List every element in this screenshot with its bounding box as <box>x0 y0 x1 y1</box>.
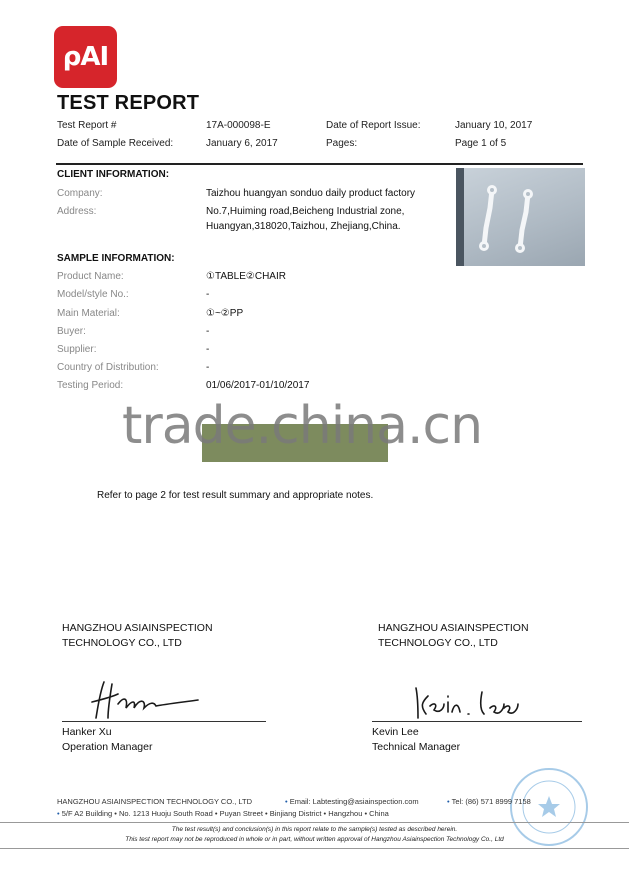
signature-kevin-lee <box>410 684 525 722</box>
signatory-2-company-line-2: TECHNOLOGY CO., LTD <box>378 637 498 649</box>
company-label: Company: <box>57 188 103 199</box>
testing-period-value: 01/06/2017-01/10/2017 <box>206 380 310 391</box>
model-value: - <box>206 289 210 300</box>
company-stamp <box>510 768 588 846</box>
model-label: Model/style No.: <box>57 289 129 300</box>
page-title: TEST REPORT <box>57 92 200 114</box>
footer-tel <box>447 797 531 806</box>
material-label: Main Material: <box>57 308 120 319</box>
refer-note: Refer to page 2 for test result summary and appropriate notes. <box>97 490 374 501</box>
product-photo <box>456 168 585 266</box>
supplier-value: - <box>206 344 210 355</box>
signature-hanker <box>88 678 208 722</box>
signatory-1-name: Hanker Xu <box>62 726 112 738</box>
signature-line-2 <box>372 721 582 722</box>
signature-line-1 <box>62 721 266 722</box>
signatory-2-block <box>372 725 460 755</box>
report-no-label: Test Report # <box>57 120 117 131</box>
bottom-divider <box>0 848 629 849</box>
country-value: - <box>206 362 210 373</box>
report-no-value: 17A-000098-E <box>206 120 271 131</box>
address-line-2: Huangyan,318020,Taizhou, Zhejiang,China. <box>206 221 401 232</box>
pages-label: Pages: <box>326 138 358 149</box>
issue-date-value: January 10, 2017 <box>455 120 533 131</box>
disclaimer-line-2: This test report may not be reproduced in whole or in part, without written approval of Hangzhou Asiainspection Technology Co., Ltd <box>125 836 504 843</box>
pages-value: Page 1 of 5 <box>455 138 507 149</box>
footer-divider <box>0 822 629 823</box>
company-logo <box>54 26 117 88</box>
bullet-icon: • <box>447 797 452 806</box>
buyer-value: - <box>206 326 210 337</box>
signatory-1-company <box>62 621 213 651</box>
signatory-2-name: Kevin Lee <box>372 726 419 738</box>
signatory-1-company-line-1: HANGZHOU ASIAINSPECTION <box>62 622 213 634</box>
signatory-1-role: Operation Manager <box>62 741 153 753</box>
material-value: ①~②PP <box>206 308 244 319</box>
country-label: Country of Distribution: <box>57 362 159 373</box>
received-date-value: January 6, 2017 <box>206 138 278 149</box>
supplier-label: Supplier: <box>57 344 97 355</box>
sample-parts-image <box>456 168 585 266</box>
signatory-2-company-line-1: HANGZHOU ASIAINSPECTION <box>378 622 529 634</box>
testing-period-label: Testing Period: <box>57 380 124 391</box>
address-line-1: No.7,Huiming road,Beicheng Industrial zone, <box>206 206 405 217</box>
sample-info-heading: SAMPLE INFORMATION: <box>57 253 175 264</box>
footer-email-text: Email: Labtesting@asiainspection.com <box>289 797 419 806</box>
logo-text: ρAI <box>62 42 109 72</box>
buyer-label: Buyer: <box>57 326 86 337</box>
received-date-label: Date of Sample Received: <box>57 138 174 149</box>
header-divider <box>56 163 583 165</box>
address-label: Address: <box>57 206 97 217</box>
watermark: trade.china.cn <box>122 396 483 456</box>
disclaimer-line-1: The test result(s) and conclusion(s) in this report relate to the sample(s) tested as described herein. <box>171 826 458 833</box>
signatory-2-role: Technical Manager <box>372 741 461 753</box>
bullet-icon: • <box>57 809 62 818</box>
product-name-label: Product Name: <box>57 271 124 282</box>
product-name-value: ①TABLE②CHAIR <box>206 271 286 282</box>
signatory-1-block <box>62 725 152 755</box>
signatory-1-company-line-2: TECHNOLOGY CO., LTD <box>62 637 182 649</box>
footer-tel-text: Tel: (86) 571 8999 7158 <box>451 797 531 806</box>
issue-date-label: Date of Report Issue: <box>326 120 421 131</box>
company-value: Taizhou huangyan sonduo daily product factory <box>206 188 416 199</box>
footer-company: HANGZHOU ASIAINSPECTION TECHNOLOGY CO., LTD <box>57 797 253 806</box>
bullet-icon: • <box>285 797 290 806</box>
footer-address <box>57 809 389 818</box>
footer-address-text: 5/F A2 Building • No. 1213 Huoju South Road • Puyan Street • Binjiang District • Hangzhou • China <box>61 809 389 818</box>
signatory-2-company <box>378 621 529 651</box>
footer-email <box>285 797 419 806</box>
client-info-heading: CLIENT INFORMATION: <box>57 169 170 180</box>
